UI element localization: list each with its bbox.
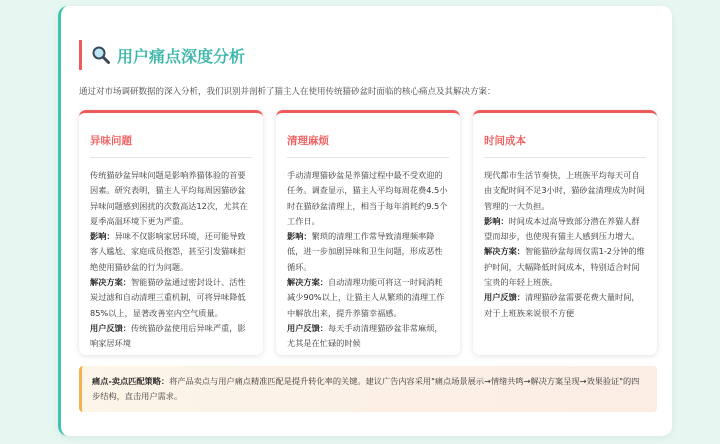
card-feedback	[90, 321, 252, 352]
feedback-label: 用户反馈：	[287, 322, 328, 333]
card-impact	[90, 229, 252, 275]
card-solution	[90, 275, 252, 321]
solution-text: 智能猫砂盆每周仅需1-2分钟的维护时间，大幅降低时间成本，特别适合时间宝贵的年轻上班族。	[484, 246, 645, 288]
card-solution	[484, 244, 646, 290]
pain-card-time	[473, 110, 657, 355]
feedback-text: 清理猫砂盆需要花费大量时间，对于上班族来说很不方便	[484, 292, 640, 318]
impact-text: 繁琐的清理工作常导致清理频率降低，进一步加剧异味和卫生问题，形成恶性循环。	[287, 231, 443, 272]
solution-text: 自动清理功能可将这一时间消耗减少90%以上，让猫主人从繁琐的清理工作中解放出来，提升养猫幸福感。	[287, 277, 445, 318]
impact-label: 影响：	[484, 215, 509, 226]
feedback-label: 用户反馈：	[484, 292, 525, 303]
intro-text: 通过对市场调研数据的深入分析，我们识别并剖析了猫主人在使用传统猫砂盆时面临的核心痛点及其解决方案：	[79, 87, 496, 97]
impact-label: 影响：	[90, 231, 115, 242]
card-impact	[484, 214, 646, 245]
card-feedback	[287, 321, 449, 352]
card-impact	[287, 229, 449, 275]
strategy-text: 将产品卖点与用户痛点精准匹配是提升转化率的关键。建议广告内容采用"痛点场景展示→情绪共鸣→解决方案呈现→效果验证"的四步结构，直击用户需求。	[92, 376, 640, 401]
impact-label: 影响：	[287, 231, 312, 242]
magnifier-icon	[91, 45, 111, 65]
section-heading	[79, 40, 245, 70]
card-title: 清理麻烦	[287, 133, 449, 158]
strategy-label: 痛点-卖点匹配策略：	[92, 376, 170, 386]
solution-label: 解决方案：	[90, 277, 131, 288]
pain-card-cleaning	[276, 110, 460, 355]
feedback-text: 每天手动清理猫砂盆非常麻烦，尤其是在忙碌的时候	[287, 322, 443, 349]
card-feedback	[484, 290, 646, 321]
feedback-label: 用户反馈：	[90, 322, 131, 333]
feedback-text: 传统猫砂盆使用后异味严重，影响家居环境	[90, 322, 246, 349]
card-title: 异味问题	[90, 133, 252, 158]
card-description: 现代都市生活节奏快，上班族平均每天可自由支配时间不足3小时，猫砂盆清理成为时间管理的一大负担。	[484, 170, 645, 211]
card-description: 传统猫砂盆异味问题是影响养猫体验的首要因素。研究表明，猫主人平均每周因猫砂盆异味问题感到困扰的次数高达12次，尤其在夏季高温环境下更为严重。	[90, 170, 248, 226]
page-title: 用户痛点深度分析	[117, 46, 246, 66]
analysis-panel	[58, 6, 672, 436]
solution-label: 解决方案：	[484, 246, 525, 257]
solution-text: 智能猫砂盆通过密封设计、活性炭过滤和自动清理三重机制，可将异味降低85%以上，显著改善室内空气质量。	[90, 277, 246, 318]
pain-card-odor	[79, 110, 263, 355]
card-solution	[287, 275, 449, 321]
impact-text: 异味不仅影响家居环境，还可能导致客人尴尬、家庭成员抱怨，甚至引发猫咪拒绝使用猫砂盆的行为问题。	[90, 231, 246, 272]
strategy-callout	[79, 366, 657, 412]
card-title: 时间成本	[484, 133, 646, 158]
card-description: 手动清理猫砂盆是养猫过程中最不受欢迎的任务。调查显示，猫主人平均每周花费4.5小时在猫砂盆清理上，相当于每年消耗约9.5个工作日。	[287, 170, 448, 226]
solution-label: 解决方案：	[287, 277, 328, 288]
impact-text: 时间成本过高导致部分潜在养猫人群望而却步，也使现有猫主人感到压力增大。	[484, 215, 640, 242]
